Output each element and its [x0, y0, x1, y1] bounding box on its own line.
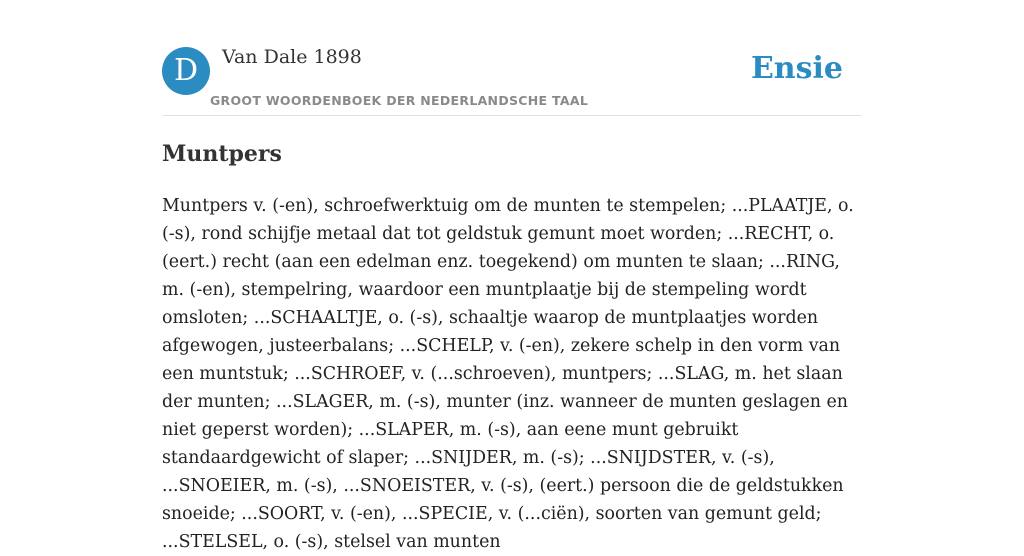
entry-title: Muntpers	[162, 141, 282, 167]
source-subtitle: GROOT WOORDENBOEK DER NEDERLANDSCHE TAAL	[210, 93, 589, 108]
source-name-link[interactable]: Van Dale 1898	[222, 46, 362, 68]
source-header	[162, 46, 862, 116]
source-logo-icon[interactable]: D	[162, 47, 210, 95]
ensie-logo[interactable]: Ensie	[750, 51, 843, 86]
entry-body: Muntpers v. (-en), schroefwerktuig om de munten te stempelen; ...PLAATJE, o. (-s), rond schijfje metaal dat tot geldstuk gemunt moet worden; ...RECHT, o. (eert.) recht (aan een edelman enz. toegekend) om munten te slaan; ...RING, m. (-en), stempelring, waardoor een muntplaatje bij de stempeling wordt omsloten; ...SCHAALTJE, o. (-s), schaaltje waarop de muntplaatjes worden afgewogen, justeerbalans; ...SCHELP, v. (-en), zekere schelp in den vorm van een muntstuk; ...SCHROEF, v. (...schroeven), muntpers; ...SLAG, m. het slaan der munten; ...SLAGER, m. (-s), munter (inz. wanneer de munten geslagen en niet geperst worden); ...SLAPER, m. (-s), aan eene munt gebruikt standaardgewicht of slaper; ...SNIJDER, m. (-s); ...SNIJDSTER, v. (-s), ...SNOEIER, m. (-s), ...SNOEISTER, v. (-s), (eert.) persoon die de geldstukken snoeide; ...SOORT, v. (-en), ...SPECIE, v. (...ciën), soorten van gemunt geld; ...STELSEL, o. (-s), stelsel van munten	[162, 196, 854, 552]
